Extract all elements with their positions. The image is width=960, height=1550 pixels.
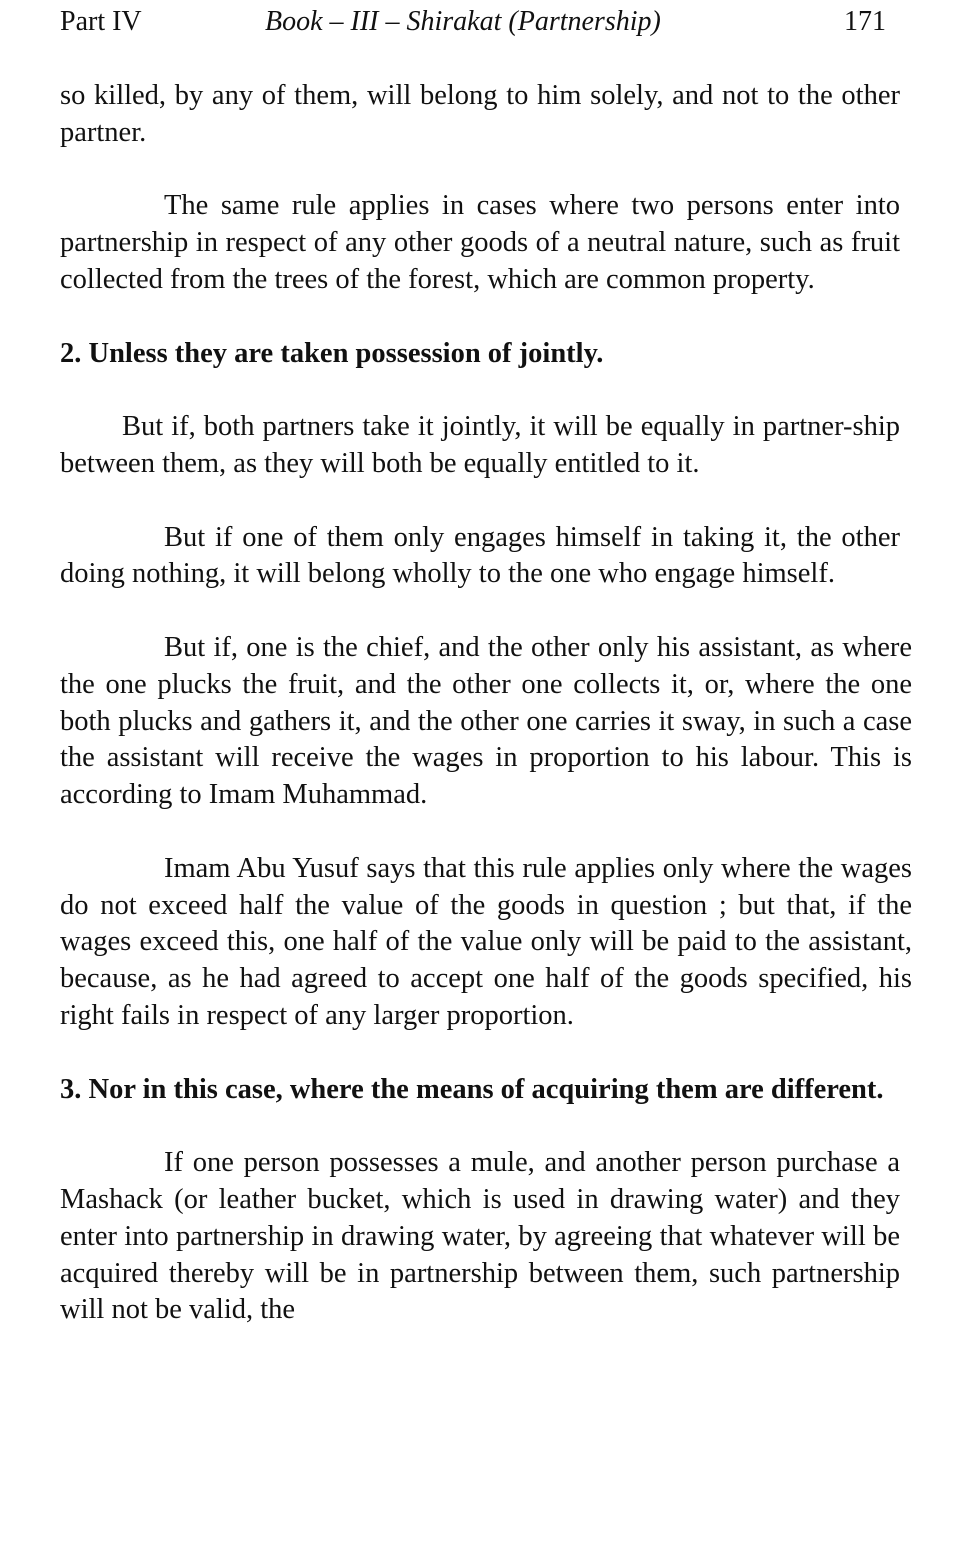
paragraph-one-engages: But if one of them only engages himself in taking it, the other doing nothing, it will belong wholly to the one who engage himself. — [60, 521, 900, 590]
paragraph-continuation: so killed, by any of them, will belong to him solely, and not to the other partner. — [60, 80, 900, 148]
running-head — [60, 4, 886, 44]
paragraph-jointly: But if, both partners take it jointly, it will be equally in partner-ship between them, as they will both be equally entitled to it. — [60, 411, 900, 479]
body-text — [60, 78, 912, 1329]
paragraph-abu-yusuf: Imam Abu Yusuf says that this rule applies only where the wages do not exceed half the value of the goods in question ; but that, if the wages exceed this, one half of the value only will be paid to the assistant, because, as he had agreed to accept one half of the goods specified, his right fails in respect of any larger proportion. — [60, 852, 912, 1031]
running-title: Book – III – Shirakat (Partnership) — [265, 6, 661, 37]
paragraph-mule-mashack: If one person possesses a mule, and another person purchase a Mashack (or leather bucket, which is used in drawing water) and they enter into partnership in drawing water, by agreeing that whatever will be acquired thereby will be in partnership between them, such partnership will not be valid, the — [60, 1147, 900, 1326]
paragraph-same-rule: The same rule applies in cases where two persons enter into partnership in respect of any other goods of a neutral nature, such as fruit collected from the trees of the forest, which are common property. — [60, 190, 900, 295]
page-number: 171 — [844, 6, 886, 37]
paragraph-chief-assistant: But if, one is the chief, and the other only his assistant, as where the one plucks the fruit, and the other one collects it, or, where the one both plucks and gathers it, and the other one carries it sway, in such a case the assistant will receive the wages in proportion to his labour. This is according to Imam Muhammad. — [60, 631, 912, 811]
part-label: Part IV — [60, 6, 142, 37]
section-heading-2: 2. Unless they are taken possession of jointly. — [60, 337, 604, 369]
section-heading-3: 3. Nor in this case, where the means of acquiring them are different. — [60, 1073, 884, 1105]
